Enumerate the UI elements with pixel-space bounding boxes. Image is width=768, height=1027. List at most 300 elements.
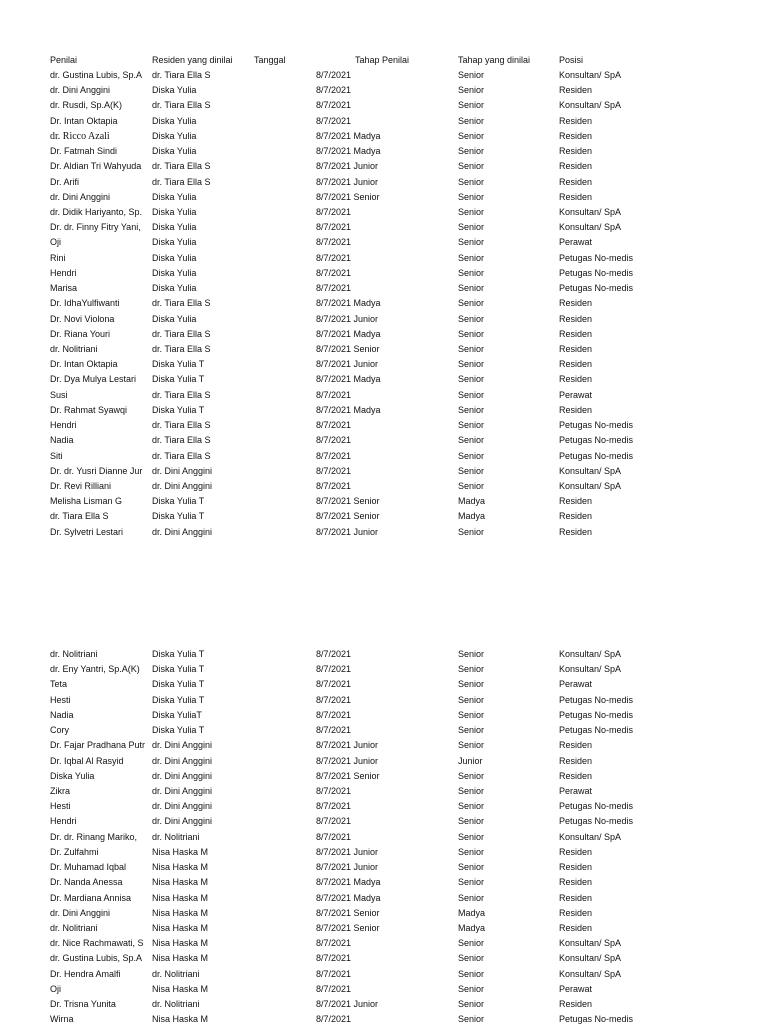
cell-posisi: Perawat: [559, 679, 593, 690]
cell-penilai: Dr. dr. Rinang Mariko,: [50, 831, 138, 842]
cell-penilai: Oji: [50, 983, 61, 994]
cell-posisi: Petugas No-medis: [559, 1014, 634, 1025]
cell-tanggal-tahap: 8/7/2021 Junior: [316, 999, 379, 1010]
cell-residen: Diska Yulia: [152, 283, 197, 294]
cell-posisi: Konsultan/ SpA: [559, 953, 622, 964]
table-row: [0, 357, 768, 372]
cell-tanggal-tahap: 8/7/2021 Senior: [316, 770, 380, 781]
cell-tanggal-tahap: 8/7/2021: [316, 206, 352, 217]
cell-residen: dr. Tiara Ella S: [152, 328, 211, 339]
cell-residen: Diska Yulia T: [152, 694, 205, 705]
cell-residen: dr. Tiara Ella S: [152, 70, 211, 80]
table-row: [0, 372, 768, 387]
cell-posisi: Perawat: [559, 983, 593, 994]
cell-penilai: Dr. Fajar Pradhana Putr: [50, 740, 146, 751]
cell-penilai: dr. Gustina Lubis, Sp.A: [50, 70, 143, 80]
table-row: [0, 98, 768, 113]
cell-posisi: Petugas No-medis: [559, 816, 634, 827]
cell-residen: Diska Yulia T: [152, 404, 205, 415]
cell-tanggal-tahap: 8/7/2021 Junior: [316, 176, 379, 187]
cell-penilai: Dr. Intan Oktapia: [50, 115, 118, 126]
cell-residen: Nisa Haska M: [152, 862, 209, 873]
cell-residen: Diska Yulia: [152, 206, 197, 217]
table-row: [0, 159, 768, 174]
cell-penilai: Siti: [50, 450, 63, 461]
cell-tahap-dinilai: Senior: [458, 664, 485, 675]
cell-tahap-dinilai: Senior: [458, 100, 485, 111]
cell-posisi: Konsultan/ SpA: [559, 831, 622, 842]
table-row: [0, 693, 768, 708]
cell-posisi: Petugas No-medis: [559, 801, 634, 812]
cell-residen: dr. Dini Anggini: [152, 480, 213, 491]
cell-tanggal-tahap: 8/7/2021 Senior: [316, 191, 380, 202]
cell-tanggal-tahap: 8/7/2021 Madya: [316, 892, 381, 903]
cell-tanggal-tahap: 8/7/2021 Junior: [316, 313, 379, 324]
cell-penilai: dr. Didik Hariyanto, Sp.: [50, 206, 143, 217]
cell-tahap-dinilai: Senior: [458, 191, 485, 202]
cell-tahap-dinilai: Senior: [458, 968, 485, 979]
cell-tanggal-tahap: 8/7/2021: [316, 252, 352, 263]
cell-residen: dr. Dini Anggini: [152, 740, 213, 751]
table-row: [0, 129, 768, 144]
cell-penilai: Hesti: [50, 801, 71, 812]
table-row: [0, 875, 768, 890]
cell-residen: Diska Yulia T: [152, 664, 205, 675]
cell-residen: Diska Yulia: [152, 222, 197, 233]
cell-posisi: Residen: [559, 740, 593, 751]
cell-tanggal-tahap: 8/7/2021 Senior: [316, 907, 380, 918]
cell-tahap-dinilai: Madya: [458, 922, 486, 933]
cell-penilai: dr. Ricco Azali: [50, 130, 110, 142]
cell-tanggal-tahap: 8/7/2021 Madya: [316, 374, 381, 385]
table-row: [0, 83, 768, 98]
cell-tahap-dinilai: Senior: [458, 206, 485, 217]
table-row: [0, 251, 768, 266]
cell-penilai: Dr. Novi Violona: [50, 313, 115, 324]
cell-posisi: Residen: [559, 846, 593, 857]
cell-residen: dr. Nolitriani: [152, 999, 200, 1010]
cell-posisi: Residen: [559, 770, 593, 781]
table-row: [0, 921, 768, 936]
cell-posisi: Konsultan/ SpA: [559, 480, 622, 491]
cell-penilai: Zikra: [50, 785, 70, 796]
cell-tahap-dinilai: Senior: [458, 709, 485, 720]
table-row: [0, 479, 768, 494]
cell-residen: dr. Tiara Ella S: [152, 420, 211, 431]
cell-residen: Diska Yulia T: [152, 496, 205, 507]
cell-penilai: dr. Eny Yantri, Sp.A(K): [50, 664, 140, 675]
cell-tanggal-tahap: 8/7/2021 Madya: [316, 877, 381, 888]
cell-residen: Diska Yulia T: [152, 511, 205, 522]
cell-residen: Diska Yulia: [152, 252, 197, 263]
cell-tanggal-tahap: 8/7/2021: [316, 389, 352, 400]
cell-tahap-dinilai: Senior: [458, 450, 485, 461]
cell-tanggal-tahap: 8/7/2021: [316, 85, 352, 96]
cell-tanggal-tahap: 8/7/2021: [316, 953, 352, 964]
cell-tahap-dinilai: Senior: [458, 359, 485, 370]
cell-posisi: Residen: [559, 85, 593, 96]
cell-penilai: dr. Nolitriani: [50, 922, 98, 933]
cell-tanggal-tahap: 8/7/2021: [316, 725, 352, 736]
cell-penilai: Melisha Lisman G: [50, 496, 123, 507]
cell-residen: dr. Dini Anggini: [152, 770, 213, 781]
header-penilai: Penilai: [50, 55, 78, 65]
cell-posisi: Konsultan/ SpA: [559, 968, 622, 979]
table-row: [0, 906, 768, 921]
cell-tahap-dinilai: Senior: [458, 161, 485, 172]
cell-posisi: Residen: [559, 999, 593, 1010]
cell-residen: dr. Dini Anggini: [152, 785, 213, 796]
table-row: [0, 708, 768, 723]
cell-tahap-dinilai: Senior: [458, 480, 485, 491]
table-row: [0, 296, 768, 311]
cell-posisi: Petugas No-medis: [559, 694, 634, 705]
cell-penilai: Dr. Rahmat Syawqi: [50, 404, 128, 415]
cell-tanggal-tahap: 8/7/2021: [316, 450, 352, 461]
table-row: [0, 784, 768, 799]
cell-tahap-dinilai: Senior: [458, 725, 485, 736]
cell-posisi: Perawat: [559, 785, 593, 796]
cell-tanggal-tahap: 8/7/2021: [316, 237, 352, 248]
cell-residen: Nisa Haska M: [152, 846, 209, 857]
cell-posisi: Residen: [559, 146, 593, 157]
cell-posisi: Residen: [559, 374, 593, 385]
cell-residen: Diska Yulia: [152, 115, 197, 126]
cell-residen: Diska Yulia: [152, 130, 197, 141]
cell-tahap-dinilai: Senior: [458, 237, 485, 248]
cell-tanggal-tahap: 8/7/2021: [316, 983, 352, 994]
cell-tanggal-tahap: 8/7/2021 Senior: [316, 511, 380, 522]
cell-penilai: Dr. Arifi: [50, 176, 80, 187]
cell-tanggal-tahap: 8/7/2021 Junior: [316, 846, 379, 857]
cell-tahap-dinilai: Madya: [458, 907, 486, 918]
cell-tanggal-tahap: 8/7/2021 Madya: [316, 328, 381, 339]
cell-tanggal-tahap: 8/7/2021: [316, 283, 352, 294]
header-tahap-penilai: Tahap Penilai: [355, 55, 410, 65]
cell-tahap-dinilai: Senior: [458, 801, 485, 812]
cell-tahap-dinilai: Senior: [458, 465, 485, 476]
cell-tanggal-tahap: 8/7/2021 Junior: [316, 359, 379, 370]
cell-tahap-dinilai: Senior: [458, 649, 485, 659]
cell-posisi: Residen: [559, 922, 593, 933]
cell-posisi: Konsultan/ SpA: [559, 649, 622, 659]
header-tanggal: Tanggal: [254, 55, 286, 65]
cell-tahap-dinilai: Senior: [458, 328, 485, 339]
cell-residen: Nisa Haska M: [152, 877, 209, 888]
cell-penilai: dr. Gustina Lubis, Sp.A: [50, 953, 143, 964]
cell-tanggal-tahap: 8/7/2021: [316, 267, 352, 278]
cell-posisi: Residen: [559, 877, 593, 888]
cell-residen: Diska Yulia T: [152, 359, 205, 370]
table-row: [0, 936, 768, 951]
table-row: [0, 951, 768, 966]
cell-residen: Nisa Haska M: [152, 1014, 209, 1025]
cell-tanggal-tahap: 8/7/2021: [316, 435, 352, 446]
table-row: [0, 449, 768, 464]
cell-penilai: Hesti: [50, 694, 71, 705]
cell-tanggal-tahap: 8/7/2021: [316, 465, 352, 476]
cell-penilai: Dr. Trisna Yunita: [50, 999, 116, 1010]
cell-penilai: Teta: [50, 679, 68, 690]
cell-tahap-dinilai: Senior: [458, 115, 485, 126]
cell-posisi: Residen: [559, 892, 593, 903]
cell-penilai: Dr. Riana Youri: [50, 328, 111, 339]
cell-tahap-dinilai: Senior: [458, 404, 485, 415]
cell-posisi: Konsultan/ SpA: [559, 222, 622, 233]
cell-residen: Diska Yulia: [152, 191, 197, 202]
cell-tahap-dinilai: Senior: [458, 770, 485, 781]
cell-tahap-dinilai: Senior: [458, 374, 485, 385]
cell-tanggal-tahap: 8/7/2021 Junior: [316, 161, 379, 172]
cell-penilai: Dr. Muhamad Iqbal: [50, 862, 127, 873]
cell-tahap-dinilai: Senior: [458, 862, 485, 873]
table-row: [0, 738, 768, 753]
cell-posisi: Residen: [559, 161, 593, 172]
cell-residen: Diska Yulia: [152, 237, 197, 248]
table-row: [0, 235, 768, 250]
cell-penilai: Dr. Fatmah Sindi: [50, 146, 118, 157]
cell-tahap-dinilai: Senior: [458, 785, 485, 796]
table-row: [0, 266, 768, 281]
cell-posisi: Residen: [559, 115, 593, 126]
cell-residen: dr. Tiara Ella S: [152, 450, 211, 461]
cell-tanggal-tahap: 8/7/2021: [316, 664, 352, 675]
cell-residen: Nisa Haska M: [152, 953, 209, 964]
table-row: [0, 814, 768, 829]
table-row: [0, 114, 768, 129]
cell-residen: dr. Nolitriani: [152, 831, 200, 842]
table-row: [0, 175, 768, 190]
cell-penilai: Hendri: [50, 816, 77, 827]
cell-posisi: Konsultan/ SpA: [559, 206, 622, 217]
cell-tahap-dinilai: Senior: [458, 146, 485, 157]
header-posisi: Posisi: [559, 55, 584, 65]
cell-penilai: Dr. dr. Yusri Dianne Jur: [50, 465, 143, 476]
cell-tahap-dinilai: Senior: [458, 953, 485, 964]
cell-posisi: Residen: [559, 755, 593, 766]
cell-residen: dr. Tiara Ella S: [152, 389, 211, 400]
cell-penilai: dr. Nolitriani: [50, 649, 98, 659]
table-row: [0, 281, 768, 296]
cell-residen: Diska Yulia T: [152, 374, 205, 385]
cell-penilai: Hendri: [50, 420, 77, 431]
table-row: [0, 830, 768, 845]
cell-posisi: Petugas No-medis: [559, 267, 634, 278]
table-row: [0, 388, 768, 403]
cell-penilai: Dr. Aldian Tri Wahyuda: [50, 161, 142, 172]
table-row: [0, 342, 768, 357]
cell-tanggal-tahap: 8/7/2021: [316, 70, 352, 80]
cell-residen: dr. Tiara Ella S: [152, 161, 211, 172]
cell-penilai: dr. Dini Anggini: [50, 85, 111, 96]
cell-posisi: Perawat: [559, 389, 593, 400]
cell-residen: Nisa Haska M: [152, 983, 209, 994]
cell-tanggal-tahap: 8/7/2021: [316, 480, 352, 491]
cell-tahap-dinilai: Senior: [458, 130, 485, 141]
cell-tahap-dinilai: Senior: [458, 831, 485, 842]
cell-residen: Nisa Haska M: [152, 922, 209, 933]
cell-tanggal-tahap: 8/7/2021: [316, 816, 352, 827]
cell-tahap-dinilai: Senior: [458, 1014, 485, 1025]
cell-tahap-dinilai: Senior: [458, 679, 485, 690]
table-row: [0, 327, 768, 342]
cell-tanggal-tahap: 8/7/2021: [316, 709, 352, 720]
cell-tanggal-tahap: 8/7/2021: [316, 222, 352, 233]
cell-tahap-dinilai: Senior: [458, 526, 485, 537]
cell-penilai: dr. Rusdi, Sp.A(K): [50, 100, 123, 111]
cell-posisi: Petugas No-medis: [559, 450, 634, 461]
cell-residen: Diska YuliaT: [152, 709, 202, 720]
table-row: [0, 509, 768, 524]
cell-residen: dr. Tiara Ella S: [152, 298, 211, 309]
cell-residen: dr. Tiara Ella S: [152, 343, 211, 354]
header-row: [0, 53, 768, 68]
cell-residen: dr. Dini Anggini: [152, 526, 213, 537]
cell-tanggal-tahap: 8/7/2021 Madya: [316, 130, 381, 141]
cell-penilai: Dr. Dya Mulya Lestari: [50, 374, 137, 385]
cell-tahap-dinilai: Senior: [458, 694, 485, 705]
cell-tanggal-tahap: 8/7/2021: [316, 938, 352, 949]
cell-posisi: Petugas No-medis: [559, 420, 634, 431]
cell-tanggal-tahap: 8/7/2021 Senior: [316, 496, 380, 507]
cell-penilai: Dr. Iqbal Al Rasyid: [50, 755, 124, 766]
cell-penilai: Wirna: [50, 1014, 74, 1025]
cell-posisi: Residen: [559, 191, 593, 202]
cell-tahap-dinilai: Madya: [458, 511, 486, 522]
cell-tanggal-tahap: 8/7/2021: [316, 968, 352, 979]
table-row: [0, 845, 768, 860]
cell-penilai: Dr. Hendra Amalfi: [50, 968, 121, 979]
cell-penilai: Dr. Zulfahmi: [50, 846, 99, 857]
table-row: [0, 190, 768, 205]
cell-residen: Nisa Haska M: [152, 907, 209, 918]
cell-tahap-dinilai: Senior: [458, 846, 485, 857]
cell-penilai: dr. Dini Anggini: [50, 191, 111, 202]
table-row: [0, 205, 768, 220]
cell-posisi: Perawat: [559, 237, 593, 248]
cell-tahap-dinilai: Senior: [458, 740, 485, 751]
cell-tanggal-tahap: 8/7/2021: [316, 115, 352, 126]
cell-posisi: Residen: [559, 343, 593, 354]
cell-residen: dr. Dini Anggini: [152, 465, 213, 476]
cell-tanggal-tahap: 8/7/2021 Junior: [316, 526, 379, 537]
cell-tanggal-tahap: 8/7/2021 Junior: [316, 862, 379, 873]
table-row: [0, 418, 768, 433]
cell-tahap-dinilai: Senior: [458, 816, 485, 827]
cell-posisi: Konsultan/ SpA: [559, 664, 622, 675]
table-row: [0, 68, 768, 83]
cell-tanggal-tahap: 8/7/2021: [316, 649, 352, 659]
cell-tanggal-tahap: 8/7/2021 Madya: [316, 146, 381, 157]
cell-residen: Nisa Haska M: [152, 938, 209, 949]
cell-tanggal-tahap: 8/7/2021 Junior: [316, 740, 379, 751]
cell-posisi: Residen: [559, 359, 593, 370]
cell-tahap-dinilai: Senior: [458, 222, 485, 233]
cell-posisi: Konsultan/ SpA: [559, 465, 622, 476]
table-row: [0, 967, 768, 982]
cell-tahap-dinilai: Senior: [458, 877, 485, 888]
cell-tahap-dinilai: Senior: [458, 252, 485, 263]
table-row: [0, 982, 768, 997]
table-row: [0, 799, 768, 814]
cell-posisi: Residen: [559, 907, 593, 918]
cell-residen: Nisa Haska M: [152, 892, 209, 903]
cell-posisi: Residen: [559, 511, 593, 522]
table-row: [0, 403, 768, 418]
table-row: [0, 723, 768, 738]
cell-posisi: Residen: [559, 130, 593, 141]
table-row: [0, 433, 768, 448]
header-residen: Residen yang dinilai: [152, 55, 233, 65]
cell-tahap-dinilai: Senior: [458, 298, 485, 309]
table-row: [0, 891, 768, 906]
table-row: [0, 997, 768, 1012]
cell-tahap-dinilai: Senior: [458, 70, 485, 80]
cell-tanggal-tahap: 8/7/2021 Senior: [316, 922, 380, 933]
cell-tanggal-tahap: 8/7/2021: [316, 100, 352, 111]
table-row: [0, 494, 768, 509]
cell-tahap-dinilai: Senior: [458, 283, 485, 294]
cell-penilai: Dr. Sylvetri Lestari: [50, 526, 124, 537]
cell-residen: Diska Yulia T: [152, 649, 205, 659]
cell-penilai: Rini: [50, 252, 66, 263]
table-row: [0, 464, 768, 479]
table-row: [0, 144, 768, 159]
cell-posisi: Residen: [559, 526, 593, 537]
cell-penilai: Nadia: [50, 709, 74, 720]
cell-posisi: Petugas No-medis: [559, 252, 634, 263]
table-row: [0, 220, 768, 235]
cell-residen: Diska Yulia: [152, 313, 197, 324]
cell-tanggal-tahap: 8/7/2021: [316, 420, 352, 431]
table-row: [0, 754, 768, 769]
cell-tahap-dinilai: Senior: [458, 176, 485, 187]
cell-posisi: Residen: [559, 298, 593, 309]
table-row: [0, 647, 768, 662]
cell-penilai: Diska Yulia: [50, 770, 95, 781]
cell-posisi: Residen: [559, 313, 593, 324]
cell-penilai: Dr. IdhaYulfiwanti: [50, 298, 120, 309]
cell-penilai: Cory: [50, 725, 70, 736]
cell-penilai: Dr. Revi Rilliani: [50, 480, 112, 491]
cell-penilai: Dr. Mardiana Annisa: [50, 892, 132, 903]
cell-posisi: Petugas No-medis: [559, 725, 634, 736]
cell-residen: dr. Tiara Ella S: [152, 100, 211, 111]
table-row: [0, 860, 768, 875]
cell-penilai: dr. Nolitriani: [50, 343, 98, 354]
cell-residen: dr. Dini Anggini: [152, 801, 213, 812]
cell-tahap-dinilai: Senior: [458, 999, 485, 1010]
cell-tahap-dinilai: Senior: [458, 938, 485, 949]
cell-residen: Diska Yulia T: [152, 725, 205, 736]
cell-penilai: Hendri: [50, 267, 77, 278]
cell-posisi: Petugas No-medis: [559, 435, 634, 446]
cell-tanggal-tahap: 8/7/2021 Madya: [316, 298, 381, 309]
cell-tahap-dinilai: Senior: [458, 343, 485, 354]
cell-tanggal-tahap: 8/7/2021: [316, 694, 352, 705]
cell-tahap-dinilai: Senior: [458, 267, 485, 278]
cell-penilai: Dr. Nanda Anessa: [50, 877, 123, 888]
cell-posisi: Residen: [559, 404, 593, 415]
cell-penilai: dr. Dini Anggini: [50, 907, 111, 918]
cell-posisi: Residen: [559, 496, 593, 507]
cell-posisi: Konsultan/ SpA: [559, 70, 622, 80]
cell-tanggal-tahap: 8/7/2021: [316, 1014, 352, 1025]
cell-penilai: Marisa: [50, 283, 78, 294]
cell-penilai: dr. Tiara Ella S: [50, 511, 109, 522]
cell-posisi: Residen: [559, 328, 593, 339]
cell-penilai: Oji: [50, 237, 61, 248]
